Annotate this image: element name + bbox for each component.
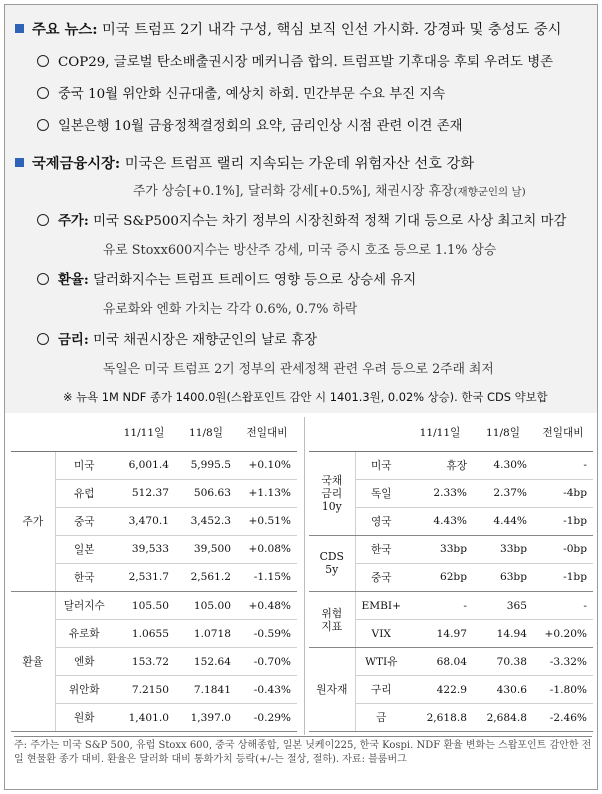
circle-bullet-icon: [37, 214, 49, 226]
row-label: 유로화: [55, 620, 113, 648]
cell-value: 6,001.4: [113, 451, 175, 479]
cell-value: 2,618.8: [407, 704, 473, 732]
cell-value: +0.51%: [237, 507, 297, 535]
row-label: 중국: [355, 563, 407, 591]
cell-value: 105.50: [113, 591, 175, 619]
group-label: 국채 금리 10y: [309, 451, 355, 535]
cell-value: 70.38: [473, 648, 533, 676]
section-stocks-detail: 유로 Stoxx600지수는 방산주 강세, 미국 증시 호조 등으로 1.1% 상승: [103, 243, 497, 258]
cell-value: 506.63: [175, 479, 237, 507]
row-label: VIX: [355, 620, 407, 648]
summary-panel: [5, 5, 597, 413]
row-label: 미국: [355, 451, 407, 479]
row-label: 독일: [355, 479, 407, 507]
row-label: 영국: [355, 507, 407, 535]
cell-value: +0.48%: [237, 591, 297, 619]
section-rates: 금리: 미국 채권시장은 재향군인의 날로 휴장: [37, 329, 317, 348]
table-header-row: [309, 415, 593, 451]
column-header: 11/8일: [473, 415, 533, 451]
group-label: 환율: [11, 591, 55, 731]
group-label: 위험 지표: [309, 591, 355, 647]
column-header: 전일대비: [237, 415, 297, 451]
row-label: 원화: [55, 704, 113, 732]
cell-value: 14.94: [473, 620, 533, 648]
row-label: 달러지수: [55, 591, 113, 619]
cell-value: 63bp: [473, 563, 533, 591]
column-header: 11/11일: [113, 415, 175, 451]
cell-value: 1,401.0: [113, 704, 175, 732]
row-label: 일본: [55, 535, 113, 563]
group-label: 원자재: [309, 648, 355, 732]
column-header: 11/8일: [175, 415, 237, 451]
cell-value: 68.04: [407, 648, 473, 676]
cell-value: 153.72: [113, 648, 175, 676]
table-row: [11, 591, 297, 619]
cell-value: +1.13%: [237, 479, 297, 507]
section-fx-detail: 유로화와 엔화 가치는 각각 0.6%, 0.7% 하락: [103, 302, 358, 317]
cell-value: 33bp: [407, 535, 473, 563]
square-bullet-icon: [15, 158, 24, 167]
market-subline: 주가 상승[+0.1%], 달러화 강세[+0.5%], 채권시장 휴장(재향군인의 날): [133, 184, 526, 199]
cell-value: -0.70%: [237, 648, 297, 676]
cell-value: 33bp: [473, 535, 533, 563]
right-market-table: [309, 415, 593, 732]
cell-value: -2.46%: [533, 704, 593, 732]
cell-value: +0.10%: [237, 451, 297, 479]
cell-value: -: [533, 591, 593, 619]
cell-value: 1.0718: [175, 620, 237, 648]
cell-value: 2.33%: [407, 479, 473, 507]
row-label: 중국: [55, 507, 113, 535]
row-label: 엔화: [55, 648, 113, 676]
cell-value: 휴장: [407, 451, 473, 479]
cell-value: -0bp: [533, 535, 593, 563]
cell-value: 422.9: [407, 676, 473, 704]
row-label: EMBI+: [355, 591, 407, 619]
column-header: 전일대비: [533, 415, 593, 451]
table-row: [11, 451, 297, 479]
cell-value: 3,470.1: [113, 507, 175, 535]
cell-value: 152.64: [175, 648, 237, 676]
cell-value: 7.2150: [113, 676, 175, 704]
cell-value: -1.15%: [237, 563, 297, 591]
column-header: 11/11일: [407, 415, 473, 451]
cell-value: -0.43%: [237, 676, 297, 704]
cell-value: 62bp: [407, 563, 473, 591]
table-row: [309, 591, 593, 619]
row-label: 구리: [355, 676, 407, 704]
footnote: 주: 주가는 미국 S&P 500, 유럽 Stoxx 600, 중국 상해종합, 일본 닛케이225, 한국 Kospi. NDF 환율 변화는 스왑포인트 감안한 전일 현물환 종가 대비. 환율은 달러화 대비 통화가치 등락(+/-는 절상, 절하). 자료: 블룸버그: [14, 736, 592, 767]
cell-value: 2.37%: [473, 479, 533, 507]
news-item: 중국 10월 위안화 신규대출, 예상치 하회. 민간부문 수요 부진 지속: [37, 83, 445, 102]
cell-value: 105.00: [175, 591, 237, 619]
cell-value: 2,684.8: [473, 704, 533, 732]
cell-value: +0.20%: [533, 620, 593, 648]
row-label: 미국: [55, 451, 113, 479]
cell-value: 2,531.7: [113, 563, 175, 591]
cell-value: -4bp: [533, 479, 593, 507]
market-heading: 국제금융시장: 미국은 트럼프 랠리 지속되는 가운데 위험자산 선호 강화: [15, 153, 474, 173]
news-heading: 주요 뉴스: 미국 트럼프 2기 내각 구성, 핵심 보직 인선 가시화. 강경파 및 충성도 중시: [15, 19, 561, 39]
circle-bullet-icon: [37, 333, 49, 345]
circle-bullet-icon: [37, 55, 49, 67]
cell-value: 4.43%: [407, 507, 473, 535]
cell-value: +0.08%: [237, 535, 297, 563]
group-label: 주가: [11, 451, 55, 591]
section-fx: 환율: 달러화지수는 트럼프 트레이드 영향 등으로 상승세 유지: [37, 269, 416, 288]
ndf-note: ※ 뉴욕 1M NDF 종가 1400.0원(스왑포인트 감안 시 1401.3원, 0.02% 상승). 한국 CDS 약보합: [63, 390, 548, 404]
news-item: COP29, 글로벌 탄소배출권시장 메커니즘 합의. 트럼프발 기후대응 후퇴 우려도 병존: [37, 51, 553, 70]
left-market-table: [11, 415, 297, 732]
cell-value: -1.80%: [533, 676, 593, 704]
cell-value: 4.30%: [473, 451, 533, 479]
cell-value: 3,452.3: [175, 507, 237, 535]
table-row: [309, 648, 593, 676]
row-label: 유럽: [55, 479, 113, 507]
cell-value: -3.32%: [533, 648, 593, 676]
row-label: 위안화: [55, 676, 113, 704]
cell-value: 39,533: [113, 535, 175, 563]
group-label: CDS 5y: [309, 535, 355, 591]
cell-value: 365: [473, 591, 533, 619]
square-bullet-icon: [15, 24, 24, 33]
cell-value: 430.6: [473, 676, 533, 704]
cell-value: -: [407, 591, 473, 619]
circle-bullet-icon: [37, 87, 49, 99]
cell-value: 7.1841: [175, 676, 237, 704]
news-item: 일본은행 10월 금융정책결정회의 요약, 금리인상 시점 관련 이견 존재: [37, 115, 463, 134]
cell-value: 5,995.5: [175, 451, 237, 479]
row-label: 한국: [55, 563, 113, 591]
circle-bullet-icon: [37, 273, 49, 285]
cell-value: 1,397.0: [175, 704, 237, 732]
cell-value: -1bp: [533, 507, 593, 535]
cell-value: -: [533, 451, 593, 479]
cell-value: 512.37: [113, 479, 175, 507]
cell-value: -0.29%: [237, 704, 297, 732]
cell-value: 39,500: [175, 535, 237, 563]
cell-value: 4.44%: [473, 507, 533, 535]
cell-value: -1bp: [533, 563, 593, 591]
section-rates-detail: 독일은 미국 트럼프 2기 정부의 관세정책 관련 우려 등으로 2주래 최저: [103, 362, 494, 377]
report-frame: [4, 4, 598, 790]
row-label: 한국: [355, 535, 407, 563]
cell-value: 2,561.2: [175, 563, 237, 591]
section-stocks: 주가: 미국 S&P500지수는 차기 정부의 시장친화적 정책 기대 등으로 사상 최고치 마감: [37, 210, 566, 229]
cell-value: 1.0655: [113, 620, 175, 648]
table-divider: [304, 417, 305, 735]
table-row: [309, 451, 593, 479]
table-row: [309, 535, 593, 563]
circle-bullet-icon: [37, 119, 49, 131]
row-label: WTI유: [355, 648, 407, 676]
cell-value: 14.97: [407, 620, 473, 648]
row-label: 금: [355, 704, 407, 732]
cell-value: -0.59%: [237, 620, 297, 648]
table-header-row: [11, 415, 297, 451]
